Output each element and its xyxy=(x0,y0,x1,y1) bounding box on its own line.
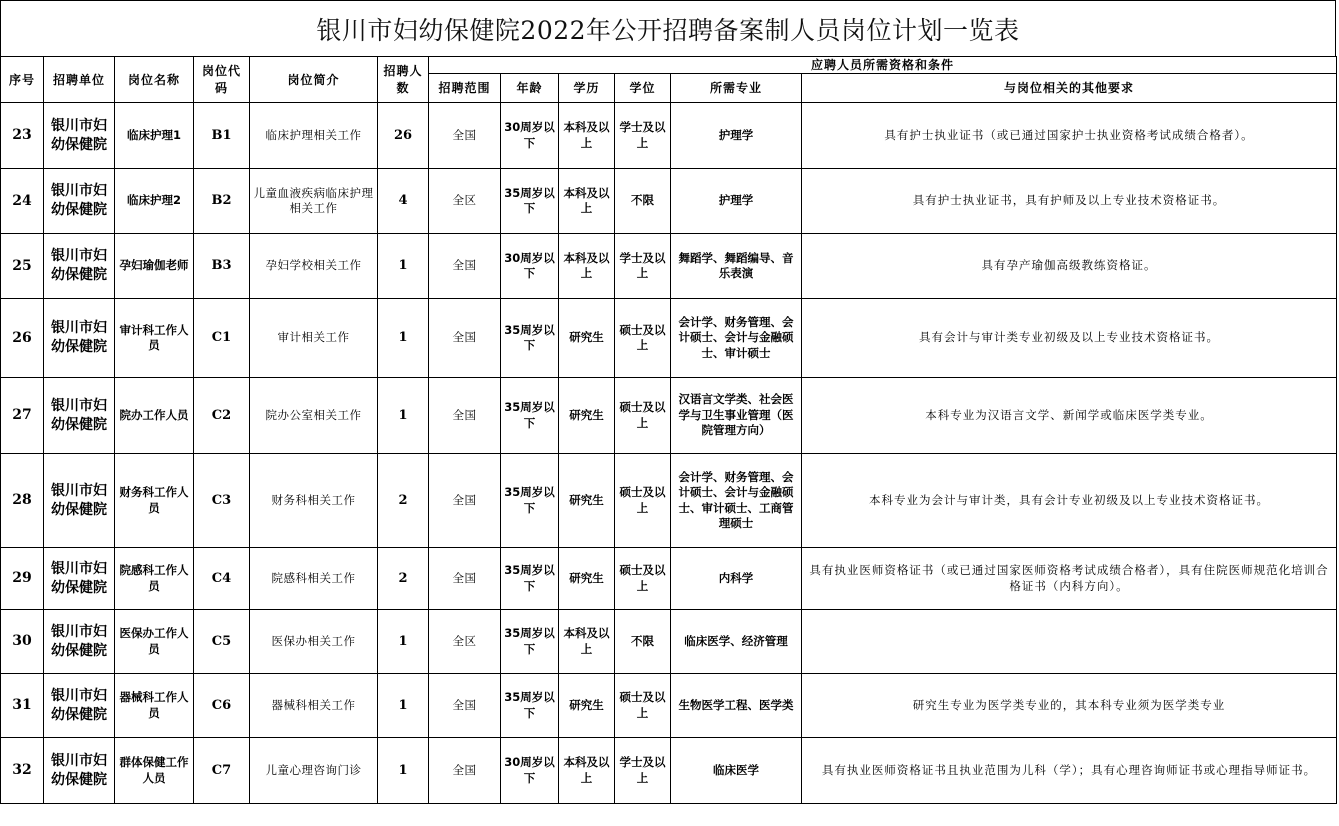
cell-position-code: C6 xyxy=(194,674,250,738)
cell-seq: 28 xyxy=(1,454,44,548)
cell-seq: 25 xyxy=(1,234,44,299)
col-header-age: 年龄 xyxy=(501,74,559,103)
cell-description: 儿童血液疾病临床护理相关工作 xyxy=(250,169,378,234)
cell-education: 研究生 xyxy=(559,454,615,548)
cell-other xyxy=(802,610,1337,674)
cell-degree: 硕士及以上 xyxy=(615,548,671,610)
cell-age: 35周岁以下 xyxy=(501,674,559,738)
cell-education: 研究生 xyxy=(559,548,615,610)
recruitment-plan-table xyxy=(0,56,1337,804)
cell-scope: 全国 xyxy=(429,548,501,610)
cell-degree: 不限 xyxy=(615,610,671,674)
cell-scope: 全国 xyxy=(429,299,501,378)
col-header-degree: 学位 xyxy=(615,74,671,103)
cell-other: 研究生专业为医学类专业的，其本科专业须为医学类专业 xyxy=(802,674,1337,738)
table-row xyxy=(1,674,1337,738)
cell-age: 35周岁以下 xyxy=(501,454,559,548)
cell-age: 35周岁以下 xyxy=(501,610,559,674)
cell-scope: 全区 xyxy=(429,169,501,234)
cell-description: 审计相关工作 xyxy=(250,299,378,378)
cell-scope: 全国 xyxy=(429,103,501,169)
cell-age: 30周岁以下 xyxy=(501,103,559,169)
cell-unit: 银川市妇幼保健院 xyxy=(44,234,115,299)
cell-scope: 全国 xyxy=(429,454,501,548)
cell-position-code: C1 xyxy=(194,299,250,378)
col-header-count: 招聘人数 xyxy=(378,57,429,103)
cell-unit: 银川市妇幼保健院 xyxy=(44,299,115,378)
table-row xyxy=(1,378,1337,454)
cell-count: 1 xyxy=(378,610,429,674)
cell-unit: 银川市妇幼保健院 xyxy=(44,548,115,610)
cell-education: 研究生 xyxy=(559,299,615,378)
cell-major: 临床医学、经济管理 xyxy=(671,610,802,674)
table-row xyxy=(1,548,1337,610)
cell-count: 1 xyxy=(378,234,429,299)
cell-degree: 硕士及以上 xyxy=(615,378,671,454)
cell-unit: 银川市妇幼保健院 xyxy=(44,378,115,454)
cell-education: 本科及以上 xyxy=(559,738,615,804)
cell-position-name: 器械科工作人员 xyxy=(115,674,194,738)
cell-education: 研究生 xyxy=(559,378,615,454)
cell-degree: 学士及以上 xyxy=(615,738,671,804)
cell-degree: 硕士及以上 xyxy=(615,454,671,548)
col-header-other: 与岗位相关的其他要求 xyxy=(802,74,1337,103)
page-title: 银川市妇幼保健院2022年公开招聘备案制人员岗位计划一览表 xyxy=(0,0,1336,57)
cell-position-code: C4 xyxy=(194,548,250,610)
cell-position-name: 财务科工作人员 xyxy=(115,454,194,548)
cell-position-name: 孕妇瑜伽老师 xyxy=(115,234,194,299)
cell-major: 生物医学工程、医学类 xyxy=(671,674,802,738)
cell-count: 1 xyxy=(378,378,429,454)
cell-degree: 硕士及以上 xyxy=(615,674,671,738)
cell-unit: 银川市妇幼保健院 xyxy=(44,103,115,169)
col-header-conditions-group: 应聘人员所需资格和条件 xyxy=(429,57,1337,74)
cell-age: 35周岁以下 xyxy=(501,169,559,234)
cell-scope: 全国 xyxy=(429,378,501,454)
cell-major: 护理学 xyxy=(671,169,802,234)
cell-description: 医保办相关工作 xyxy=(250,610,378,674)
cell-seq: 29 xyxy=(1,548,44,610)
cell-position-name: 群体保健工作人员 xyxy=(115,738,194,804)
cell-position-code: B2 xyxy=(194,169,250,234)
cell-degree: 学士及以上 xyxy=(615,234,671,299)
cell-position-code: B1 xyxy=(194,103,250,169)
cell-description: 器械科相关工作 xyxy=(250,674,378,738)
cell-other: 本科专业为汉语言文学、新闻学或临床医学类专业。 xyxy=(802,378,1337,454)
cell-education: 本科及以上 xyxy=(559,103,615,169)
cell-major: 护理学 xyxy=(671,103,802,169)
cell-major: 临床医学 xyxy=(671,738,802,804)
cell-scope: 全国 xyxy=(429,234,501,299)
cell-description: 院办公室相关工作 xyxy=(250,378,378,454)
cell-unit: 银川市妇幼保健院 xyxy=(44,454,115,548)
cell-scope: 全国 xyxy=(429,738,501,804)
cell-education: 本科及以上 xyxy=(559,234,615,299)
cell-other: 具有会计与审计类专业初级及以上专业技术资格证书。 xyxy=(802,299,1337,378)
cell-count: 26 xyxy=(378,103,429,169)
cell-other: 具有护士执业证书，具有护师及以上专业技术资格证书。 xyxy=(802,169,1337,234)
cell-seq: 30 xyxy=(1,610,44,674)
cell-degree: 不限 xyxy=(615,169,671,234)
cell-description: 儿童心理咨询门诊 xyxy=(250,738,378,804)
cell-seq: 24 xyxy=(1,169,44,234)
cell-age: 35周岁以下 xyxy=(501,299,559,378)
cell-unit: 银川市妇幼保健院 xyxy=(44,738,115,804)
cell-count: 1 xyxy=(378,299,429,378)
cell-count: 1 xyxy=(378,674,429,738)
cell-description: 临床护理相关工作 xyxy=(250,103,378,169)
col-header-description: 岗位简介 xyxy=(250,57,378,103)
cell-major: 舞蹈学、舞蹈编导、音乐表演 xyxy=(671,234,802,299)
cell-position-name: 医保办工作人员 xyxy=(115,610,194,674)
cell-scope: 全国 xyxy=(429,674,501,738)
cell-count: 2 xyxy=(378,454,429,548)
cell-description: 财务科相关工作 xyxy=(250,454,378,548)
table-row xyxy=(1,610,1337,674)
cell-scope: 全区 xyxy=(429,610,501,674)
cell-unit: 银川市妇幼保健院 xyxy=(44,610,115,674)
table-row xyxy=(1,103,1337,169)
cell-age: 30周岁以下 xyxy=(501,738,559,804)
cell-major: 汉语言文学类、社会医学与卫生事业管理（医院管理方向） xyxy=(671,378,802,454)
cell-degree: 硕士及以上 xyxy=(615,299,671,378)
cell-education: 本科及以上 xyxy=(559,610,615,674)
cell-position-name: 院办工作人员 xyxy=(115,378,194,454)
cell-other: 具有孕产瑜伽高级教练资格证。 xyxy=(802,234,1337,299)
cell-seq: 32 xyxy=(1,738,44,804)
cell-count: 2 xyxy=(378,548,429,610)
cell-other: 本科专业为会计与审计类，具有会计专业初级及以上专业技术资格证书。 xyxy=(802,454,1337,548)
cell-position-name: 院感科工作人员 xyxy=(115,548,194,610)
table-row xyxy=(1,299,1337,378)
cell-other: 具有执业医师资格证书（或已通过国家医师资格考试成绩合格者），具有住院医师规范化培训合格证书（内科方向）。 xyxy=(802,548,1337,610)
cell-position-code: C5 xyxy=(194,610,250,674)
cell-age: 35周岁以下 xyxy=(501,548,559,610)
col-header-major: 所需专业 xyxy=(671,74,802,103)
table-row xyxy=(1,454,1337,548)
cell-education: 研究生 xyxy=(559,674,615,738)
cell-age: 30周岁以下 xyxy=(501,234,559,299)
cell-description: 孕妇学校相关工作 xyxy=(250,234,378,299)
cell-seq: 31 xyxy=(1,674,44,738)
table-row xyxy=(1,738,1337,804)
col-header-education: 学历 xyxy=(559,74,615,103)
cell-position-code: C2 xyxy=(194,378,250,454)
cell-other: 具有执业医师资格证书且执业范围为儿科（学）；具有心理咨询师证书或心理指导师证书。 xyxy=(802,738,1337,804)
cell-count: 4 xyxy=(378,169,429,234)
cell-position-code: B3 xyxy=(194,234,250,299)
cell-unit: 银川市妇幼保健院 xyxy=(44,674,115,738)
cell-age: 35周岁以下 xyxy=(501,378,559,454)
col-header-position-code: 岗位代码 xyxy=(194,57,250,103)
col-header-scope: 招聘范围 xyxy=(429,74,501,103)
cell-count: 1 xyxy=(378,738,429,804)
cell-position-code: C7 xyxy=(194,738,250,804)
cell-seq: 26 xyxy=(1,299,44,378)
col-header-seq: 序号 xyxy=(1,57,44,103)
cell-description: 院感科相关工作 xyxy=(250,548,378,610)
cell-position-code: C3 xyxy=(194,454,250,548)
cell-other: 具有护士执业证书（或已通过国家护士执业资格考试成绩合格者）。 xyxy=(802,103,1337,169)
cell-degree: 学士及以上 xyxy=(615,103,671,169)
cell-position-name: 临床护理2 xyxy=(115,169,194,234)
table-row xyxy=(1,234,1337,299)
col-header-position-name: 岗位名称 xyxy=(115,57,194,103)
cell-seq: 27 xyxy=(1,378,44,454)
cell-unit: 银川市妇幼保健院 xyxy=(44,169,115,234)
header-row-1 xyxy=(1,57,1337,74)
table-row xyxy=(1,169,1337,234)
cell-education: 本科及以上 xyxy=(559,169,615,234)
cell-major: 内科学 xyxy=(671,548,802,610)
cell-seq: 23 xyxy=(1,103,44,169)
col-header-unit: 招聘单位 xyxy=(44,57,115,103)
cell-position-name: 审计科工作人员 xyxy=(115,299,194,378)
cell-position-name: 临床护理1 xyxy=(115,103,194,169)
cell-major: 会计学、财务管理、会计硕士、会计与金融硕士、审计硕士、工商管理硕士 xyxy=(671,454,802,548)
cell-major: 会计学、财务管理、会计硕士、会计与金融硕士、审计硕士 xyxy=(671,299,802,378)
